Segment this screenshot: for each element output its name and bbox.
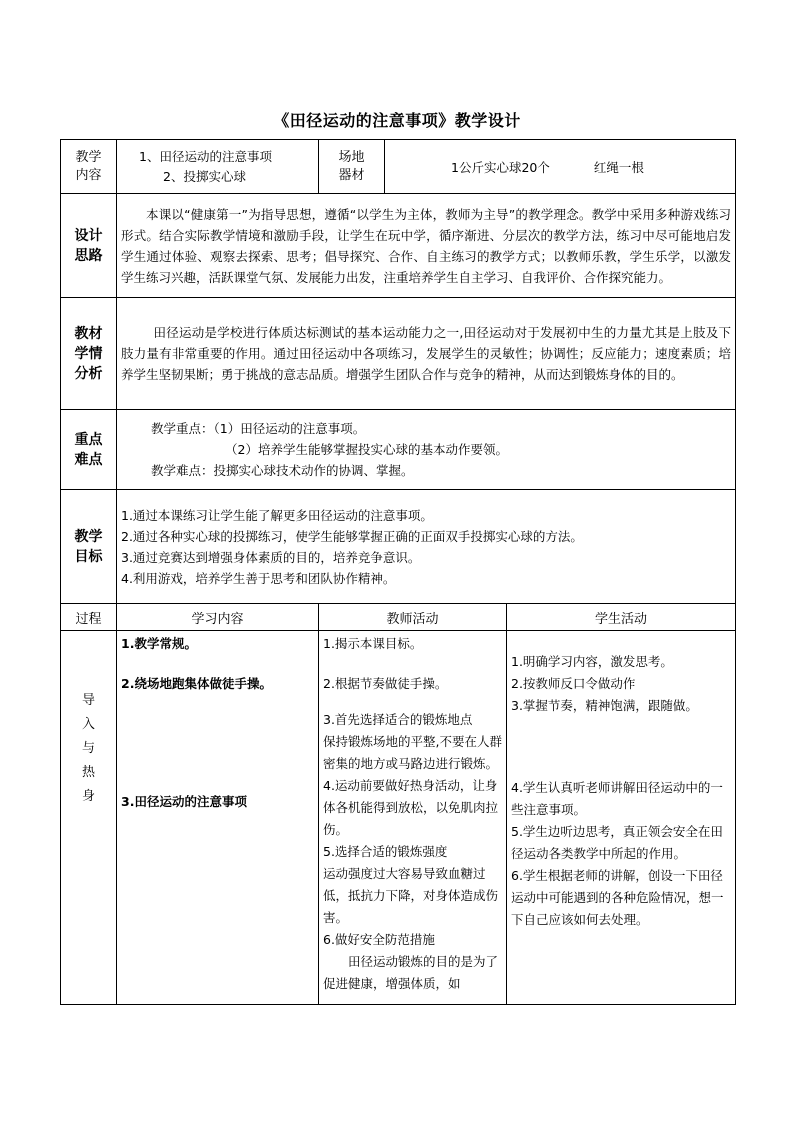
- content-item-1: 1、田径运动的注意事项: [139, 148, 272, 164]
- goals-label: 教学 目标: [61, 490, 117, 604]
- student-step: 2.按教师反口令做动作: [511, 676, 636, 691]
- content-step-2: 2.绕场地跑集体做徒手操。: [121, 676, 272, 691]
- content-step-1: 1.教学常规。: [121, 636, 197, 651]
- process-header-row: [61, 604, 736, 631]
- key-difficulty: 教学难点：投掷实心球技术动作的协调、掌握。: [151, 463, 414, 478]
- stage-label: 导 入 与 热 身: [61, 631, 117, 1005]
- equipment-cell: [385, 140, 736, 194]
- design-row: [61, 194, 736, 298]
- content-label: 教学 内容: [61, 140, 117, 194]
- student-step: 5.学生边听边思考，真正领会安全在田径运动各类教学中所起的作用。: [511, 824, 723, 861]
- student-step: 6.学生根据老师的讲解，创设一下田径运动中可能遇到的各种危险情况，想一下自己应该如何去处理。: [511, 868, 724, 927]
- teacher-activity-cell: [319, 631, 507, 1005]
- teacher-step: 5.选择合适的锻炼强度: [323, 844, 448, 859]
- goal-item: 1.通过本课练习让学生能了解更多田径运动的注意事项。: [121, 507, 433, 523]
- teacher-step: 3.首先选择适合的锻炼地点: [323, 712, 473, 727]
- teacher-step: 保持锻炼场地的平整,不要在人群密集的地方或马路边进行锻炼。: [323, 734, 502, 771]
- design-text: 本课以“健康第一”为指导思想，遵循“以学生为主体，教师为主导”的教学理念。教学中采用多种游戏练习形式。结合实际教学情境和激励手段，让学生在玩中学，循序渐进、分层次的教学方法，练习中尽可能地启发学生通过体验、观察去探索、思考；倡导探究、合作、自主练习的教学方式；以教师乐教，学生乐学，以激发学生练习兴趣，活跃课堂气氛、发展能力出发，注重培养学生自主学习、自我评价、合作探究能力。: [117, 194, 736, 298]
- content-step-3: 3.田径运动的注意事项: [121, 794, 247, 809]
- teacher-step: 4.运动前要做好热身活动，让身体各机能得到放松，以免肌肉拉伤。: [323, 778, 499, 837]
- student-step: 1.明确学习内容，激发思考。: [511, 654, 673, 669]
- header-content: 学习内容: [117, 604, 319, 631]
- goal-item: 3.通过竞赛达到增强身体素质的目的，培养竞争意识。: [121, 549, 421, 565]
- content-cell: [117, 140, 319, 194]
- lesson-plan-table: [60, 139, 736, 1005]
- equipment-2: 红绳一根: [593, 159, 644, 175]
- teacher-step: 运动强度过大容易导致血糖过低，抵抗力下降，对身体造成伤害。: [323, 866, 499, 925]
- student-step: 4.学生认真听老师讲解田径运动中的一些注意事项。: [511, 780, 723, 817]
- key-point-1: 教学重点：（1）田径运动的注意事项。: [151, 421, 366, 436]
- equipment-1: 1公斤实心球20个: [451, 159, 550, 175]
- key-row: [61, 410, 736, 490]
- content-item-2: 2、投掷实心球: [163, 168, 246, 184]
- teacher-step: 1.揭示本课目标。: [323, 636, 423, 651]
- goals-row: [61, 490, 736, 604]
- teacher-step: 田径运动锻炼的目的是为了促进健康，增强体质，如: [323, 954, 499, 991]
- key-cell: [117, 410, 736, 490]
- analysis-row: [61, 298, 736, 410]
- venue-label: 场地 器材: [319, 140, 385, 194]
- goals-cell: [117, 490, 736, 604]
- key-point-2: （2）培养学生能够掌握投实心球的基本动作要领。: [225, 442, 508, 457]
- learning-content-cell: [117, 631, 319, 1005]
- key-label: 重点 难点: [61, 410, 117, 490]
- student-step: 3.掌握节奏，精神饱满，跟随做。: [511, 698, 698, 713]
- page-title: 《田径运动的注意事项》教学设计: [273, 111, 521, 130]
- header-teacher: 教师活动: [319, 604, 507, 631]
- design-label: 设计 思路: [61, 194, 117, 298]
- student-activity-cell: [507, 631, 736, 1005]
- teacher-step: 6.做好安全防范措施: [323, 932, 435, 947]
- header-process: 过程: [61, 604, 117, 631]
- content-row: [61, 140, 736, 194]
- header-student: 学生活动: [507, 604, 736, 631]
- analysis-text: 田径运动是学校进行体质达标测试的基本运动能力之一,田径运动对于发展初中生的力量尤其是上肢及下肢力量有非常重要的作用。通过田径运动中各项练习，发展学生的灵敏性；协调性；反应能力；速度素质；培养学生坚韧果断；勇于挑战的意志品质。增强学生团队合作与竞争的精神，从而达到锻炼身体的目的。: [117, 298, 736, 410]
- goal-item: 2.通过各种实心球的投掷练习，使学生能够掌握正确的正面双手投掷实心球的方法。: [121, 528, 583, 544]
- goal-item: 4.利用游戏，培养学生善于思考和团队协作精神。: [121, 570, 396, 586]
- teacher-step: 2.根据节奏做徒手操。: [323, 676, 448, 691]
- process-body-row: [61, 631, 736, 1005]
- analysis-label: 教材 学情 分析: [61, 298, 117, 410]
